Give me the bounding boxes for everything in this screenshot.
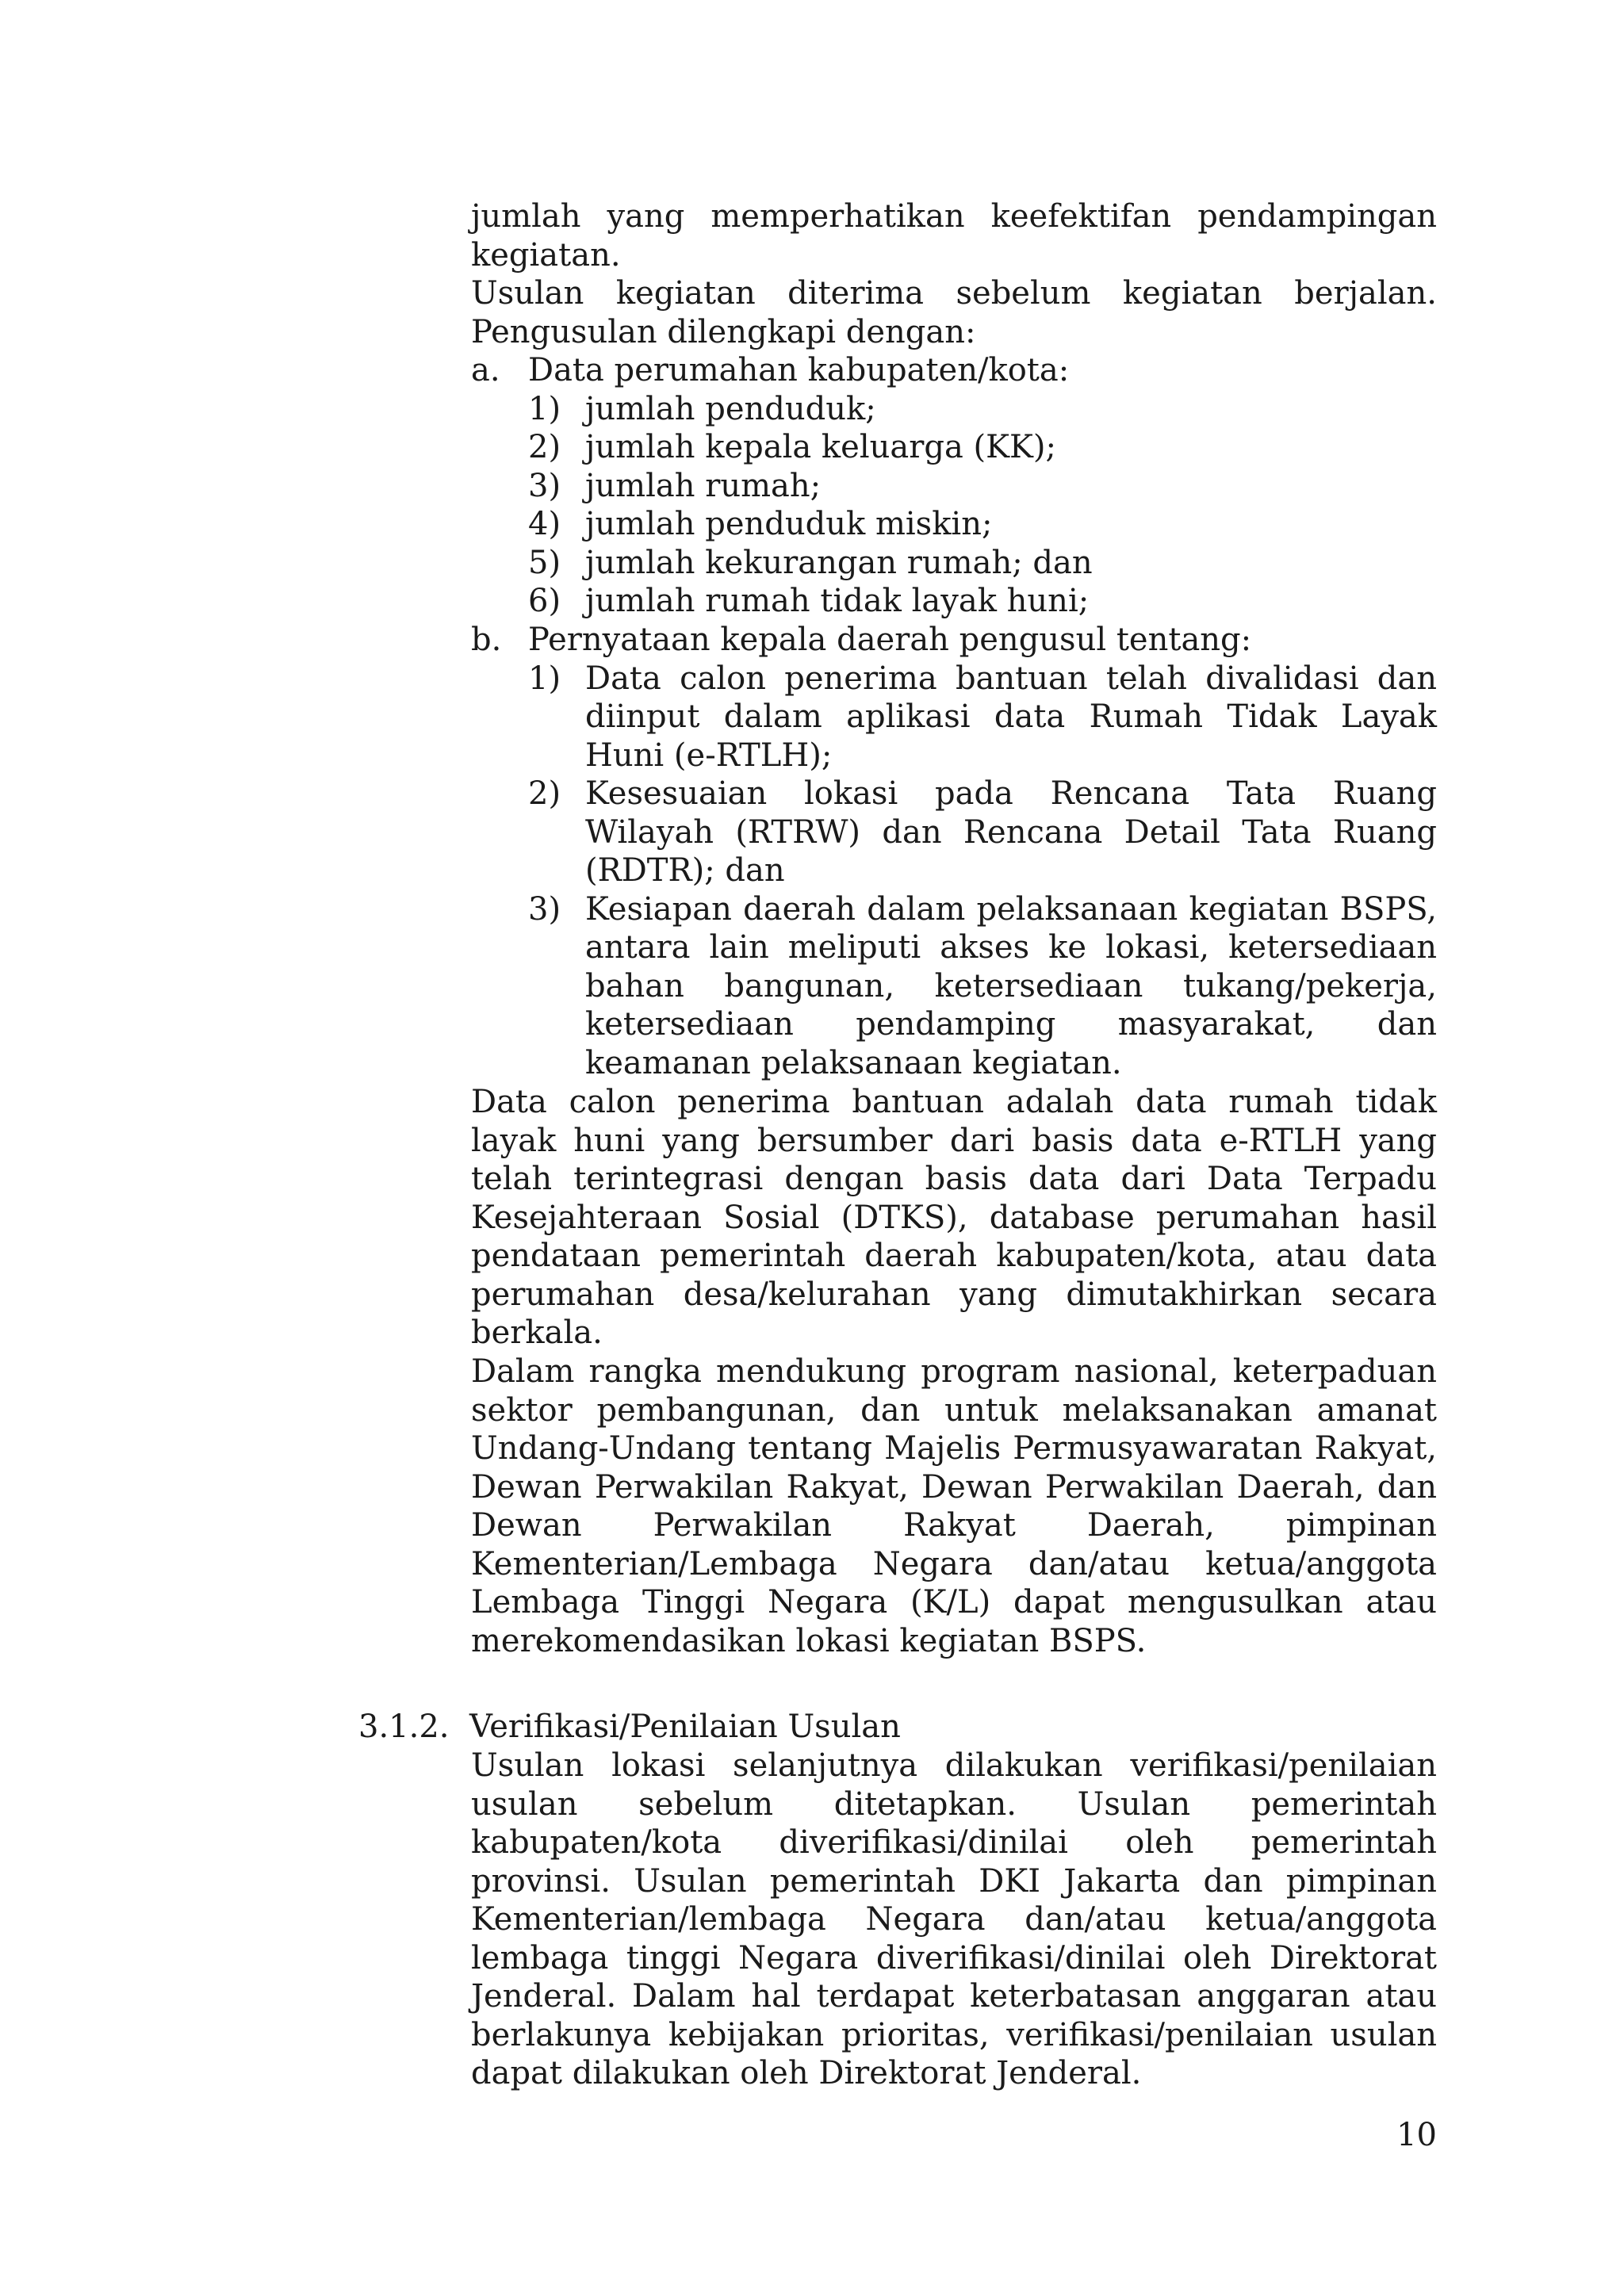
intro-line-2: kegiatan. [471,236,621,274]
item-number: 1) [528,660,561,697]
item-number: 3) [528,467,561,504]
paragraph-line: lembaga tinggi Negara diverifikasi/dinilai oleh Direktorat [471,1939,1437,1976]
paragraph-line: telah terintegrasi dengan basis data dari Data Terpadu [471,1161,1437,1197]
list-item [528,660,1437,775]
paragraph-line: pendataan pemerintah daerah kabupaten/kota, atau data [471,1238,1437,1274]
item-line: keamanan pelaksanaan kegiatan. [585,1044,1122,1081]
item-line: (RDTR); dan [585,852,785,889]
list-item [528,390,1437,429]
list-item [528,505,1437,544]
item-text [585,890,1437,1083]
paragraph-line: sektor pembangunan, dan untuk melaksanakan amanat [471,1391,1437,1429]
item-line: Wilayah (RTRW) dan Rencana Detail Tata Ruang [585,813,1437,851]
list-b [471,621,1437,1082]
item-text [585,775,1437,890]
item-line: bahan bangunan, ketersediaan tukang/pekerja, [585,967,1437,1004]
list-item [528,775,1437,890]
item-number: 1) [528,390,561,427]
item-text: jumlah rumah tidak layak huni; [585,583,1090,619]
paragraph-line: dapat dilakukan oleh Direktorat Jenderal. [471,2055,1142,2091]
item-number: 5) [528,544,561,581]
item-line: diinput dalam aplikasi data Rumah Tidak Layak [585,698,1437,735]
item-number: 2) [528,429,561,465]
item-line: Kesiapan daerah dalam pelaksanaan kegiatan BSPS, [585,890,1437,928]
list-a-items [471,390,1437,621]
paragraph-data-calon [471,1083,1437,1353]
item-text [585,660,1437,775]
item-number: 2) [528,775,561,812]
item-line: Huni (e-RTLH); [585,737,833,774]
paragraph-line: Data calon penerima bantuan adalah data rumah tidak [471,1084,1437,1120]
intro-block [471,197,1437,351]
paragraph-line: perumahan desa/kelurahan yang dimutakhirkan secara [471,1276,1437,1313]
list-item [528,428,1437,467]
paragraph-line: layak huni yang bersumber dari basis data e-RTLH yang [471,1122,1437,1159]
item-line: ketersediaan pendamping masyarakat, dan [585,1006,1437,1043]
list-item [528,890,1437,1083]
item-line: antara lain meliputi akses ke lokasi, ketersediaan [585,929,1437,966]
item-line: Data calon penerima bantuan telah divalidasi dan [585,660,1437,697]
list-a [471,351,1437,621]
paragraph-line: Jenderal. Dalam hal terdapat keterbatasan anggaran atau [471,1978,1437,2015]
paragraph-line: berkala. [471,1314,603,1351]
paragraph-line: Lembaga Tinggi Negara (K/L) dapat mengusulkan atau [471,1584,1437,1621]
item-text: jumlah rumah; [585,467,822,504]
paragraph-line: Usulan lokasi selanjutnya dilakukan verifikasi/penilaian [471,1747,1437,1784]
section-body [471,1747,1437,2093]
item-line: Kesesuaian lokasi pada Rencana Tata Ruang [585,775,1437,812]
intro-line-1: jumlah yang memperhatikan keefektifan pendampingan [471,198,1437,235]
list-a-label: Data perumahan kabupaten/kota: [528,352,1070,388]
paragraph-line: kabupaten/kota diverifikasi/dinilai oleh pemerintah [471,1824,1437,1861]
submission-line-2: Pengusulan dilengkapi dengan: [471,313,976,350]
list-marker-a: a. [471,352,500,388]
list-b-items [471,660,1437,1083]
paragraph-line: Kesejahteraan Sosial (DTKS), database perumahan hasil [471,1199,1437,1236]
paragraph-dalam-rangka [471,1353,1437,1660]
list-item [528,582,1437,621]
section-title: Verifikasi/Penilaian Usulan [469,1709,901,1745]
item-text: jumlah penduduk; [585,390,876,427]
list-marker-b: b. [471,622,502,658]
paragraph-line: Dewan Perwakilan Rakyat, Dewan Perwakilan Daerah, dan [471,1468,1437,1506]
item-number: 4) [528,506,561,542]
paragraph-line: Dalam rangka mendukung program nasional, keterpaduan [471,1353,1437,1390]
paragraph-line: Dewan Perwakilan Rakyat Daerah, pimpinan [471,1507,1437,1544]
page-number: 10 [1396,2117,1437,2153]
item-number: 3) [528,890,561,928]
item-text: jumlah kepala keluarga (KK); [585,429,1056,465]
paragraph-line: provinsi. Usulan pemerintah DKI Jakarta dan pimpinan [471,1862,1437,1900]
paragraph-line: Kementerian/Lembaga Negara dan/atau ketua/anggota [471,1545,1437,1582]
list-b-header [471,621,1437,660]
item-number: 6) [528,583,561,619]
list-a-header [471,351,1437,390]
paragraph-line: Kementerian/lembaga Negara dan/atau ketua/anggota [471,1901,1437,1938]
list-item [528,467,1437,506]
submission-line-1: Usulan kegiatan diterima sebelum kegiatan berjalan. [471,275,1437,312]
paragraph-line: merekomendasikan lokasi kegiatan BSPS. [471,1622,1147,1659]
paragraph-line: berlakunya kebijakan prioritas, verifikasi/penilaian usulan [471,2016,1437,2053]
section-heading [358,1708,901,1747]
list-item [528,544,1437,583]
item-text: jumlah penduduk miskin; [585,506,993,542]
list-b-label: Pernyataan kepala daerah pengusul tentang: [528,622,1252,658]
paragraph-line: usulan sebelum ditetapkan. Usulan pemerintah [471,1785,1437,1823]
section-number: 3.1.2. [358,1709,450,1745]
item-text: jumlah kekurangan rumah; dan [585,544,1093,581]
paragraph-line: Undang-Undang tentang Majelis Permusyawaratan Rakyat, [471,1430,1437,1467]
